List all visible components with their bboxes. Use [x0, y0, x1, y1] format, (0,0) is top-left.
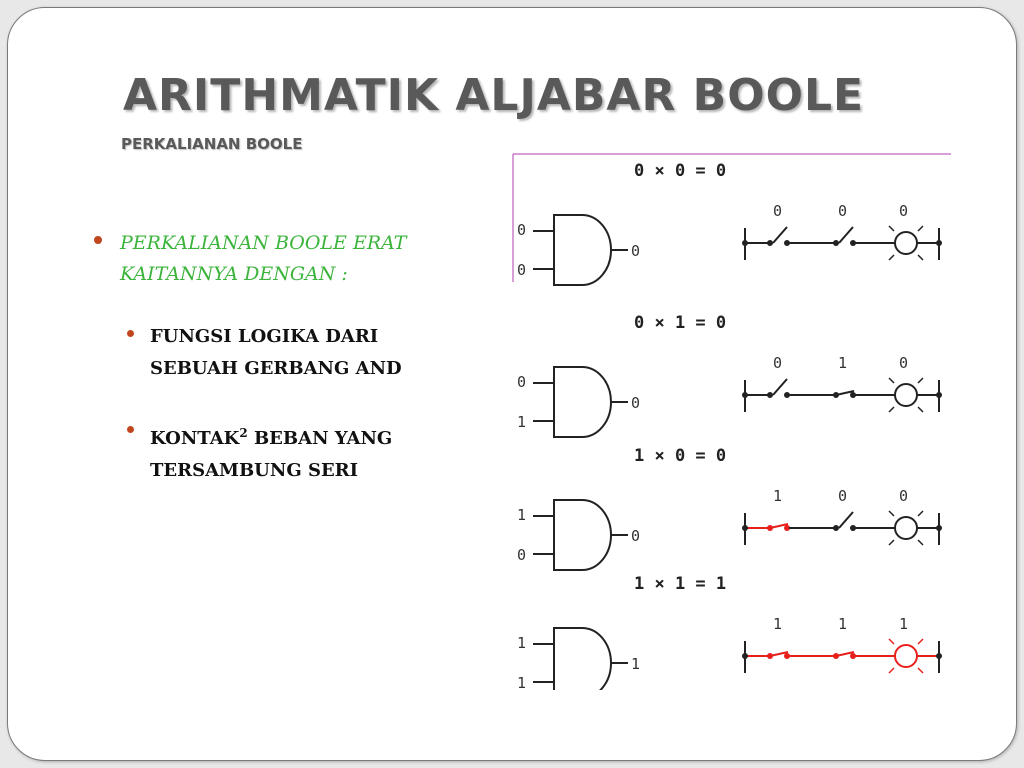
equation-label: 0 × 1 = 0 — [634, 313, 727, 333]
lamp-ray — [889, 378, 894, 383]
lamp-icon — [895, 645, 917, 667]
switch-2-state: 1 — [838, 615, 848, 633]
gate-input-b: 1 — [517, 413, 527, 431]
sub-bullet-line-2: SEBUAH GERBANG AND — [150, 358, 402, 379]
main-bullet-line-2: KAITANNYA DENGAN : — [120, 263, 348, 285]
slide-title: ARITHMATIK ALJABAR BOOLE — [123, 70, 865, 121]
circuit-node — [742, 653, 748, 659]
and-gate-circuit-diagram — [507, 150, 957, 690]
switch-1-state: 0 — [773, 354, 783, 372]
gate-output: 0 — [631, 527, 641, 545]
lamp-ray — [889, 255, 894, 260]
lamp-ray — [889, 639, 894, 644]
and-gate-icon — [554, 367, 611, 437]
switch-2-contact — [833, 525, 839, 531]
and-gate-icon — [554, 500, 611, 570]
gate-input-a: 1 — [517, 506, 527, 524]
lamp-state: 0 — [899, 487, 909, 505]
lamp-ray — [918, 540, 923, 545]
bullet-dot-icon — [127, 426, 134, 433]
lamp-ray — [889, 407, 894, 412]
superscript: 2 — [239, 426, 248, 440]
lamp-ray — [918, 511, 923, 516]
lamp-ray — [918, 407, 923, 412]
lamp-ray — [918, 255, 923, 260]
switch-2-state: 1 — [838, 354, 848, 372]
sub-bullet-text — [150, 417, 392, 487]
switch-1-contact — [767, 392, 773, 398]
main-bullet-text — [120, 228, 406, 290]
circuit-node — [936, 392, 942, 398]
gate-input-b: 0 — [517, 261, 527, 279]
bullet-dot-icon — [94, 236, 102, 244]
lamp-icon — [895, 384, 917, 406]
switch-2-state: 0 — [838, 487, 848, 505]
bullet-dot-icon — [127, 330, 134, 337]
slide-subtitle: PERKALIANAN BOOLE — [121, 135, 303, 153]
sub-bullet-line-1: FUNGSI LOGIKA DARI — [150, 326, 379, 347]
lamp-ray — [889, 511, 894, 516]
circuit-node — [936, 240, 942, 246]
lamp-ray — [889, 226, 894, 231]
circuit-node — [742, 525, 748, 531]
sub-bullet-text — [150, 321, 402, 385]
main-bullet-line-1: PERKALIANAN BOOLE ERAT — [120, 232, 407, 254]
lamp-ray — [918, 378, 923, 383]
circuit-node — [936, 653, 942, 659]
lamp-state: 0 — [899, 202, 909, 220]
gate-output: 1 — [631, 655, 641, 673]
lamp-ray — [918, 639, 923, 644]
switch-1-state: 1 — [773, 615, 783, 633]
circuit-node — [742, 392, 748, 398]
equation-label: 0 × 0 = 0 — [634, 161, 727, 181]
switch-2-open-blade — [839, 512, 853, 528]
lamp-icon — [895, 517, 917, 539]
sub-bullet-line-1 — [150, 417, 392, 455]
lamp-state: 1 — [899, 615, 909, 633]
circuit-node — [936, 525, 942, 531]
circuit-node — [742, 240, 748, 246]
beban-yang-words: BEBAN YANG — [247, 428, 393, 449]
switch-2-state: 0 — [838, 202, 848, 220]
gate-input-b: 0 — [517, 546, 527, 564]
switch-2-contact — [833, 240, 839, 246]
equation-label: 1 × 1 = 1 — [634, 574, 727, 594]
gate-input-b: 1 — [517, 674, 527, 690]
gate-input-a: 0 — [517, 373, 527, 391]
switch-1-open-blade — [773, 379, 787, 395]
switch-1-contact — [767, 240, 773, 246]
gate-output: 0 — [631, 242, 641, 260]
and-gate-icon — [554, 628, 611, 690]
lamp-ray — [918, 668, 923, 673]
lamp-icon — [895, 232, 917, 254]
switch-1-state: 1 — [773, 487, 783, 505]
sub-bullet-line-2: TERSAMBUNG SERI — [150, 460, 359, 481]
switch-1-state: 0 — [773, 202, 783, 220]
and-gate-truth-figure — [507, 150, 957, 690]
switch-2-open-blade — [839, 227, 853, 243]
gate-input-a: 0 — [517, 221, 527, 239]
lamp-state: 0 — [899, 354, 909, 372]
lamp-ray — [889, 668, 894, 673]
lamp-ray — [889, 540, 894, 545]
gate-input-a: 1 — [517, 634, 527, 652]
kontak-word: KONTAK — [150, 428, 240, 449]
gate-output: 0 — [631, 394, 641, 412]
equation-label: 1 × 0 = 0 — [634, 446, 727, 466]
and-gate-icon — [554, 215, 611, 285]
lamp-ray — [918, 226, 923, 231]
switch-1-open-blade — [773, 227, 787, 243]
